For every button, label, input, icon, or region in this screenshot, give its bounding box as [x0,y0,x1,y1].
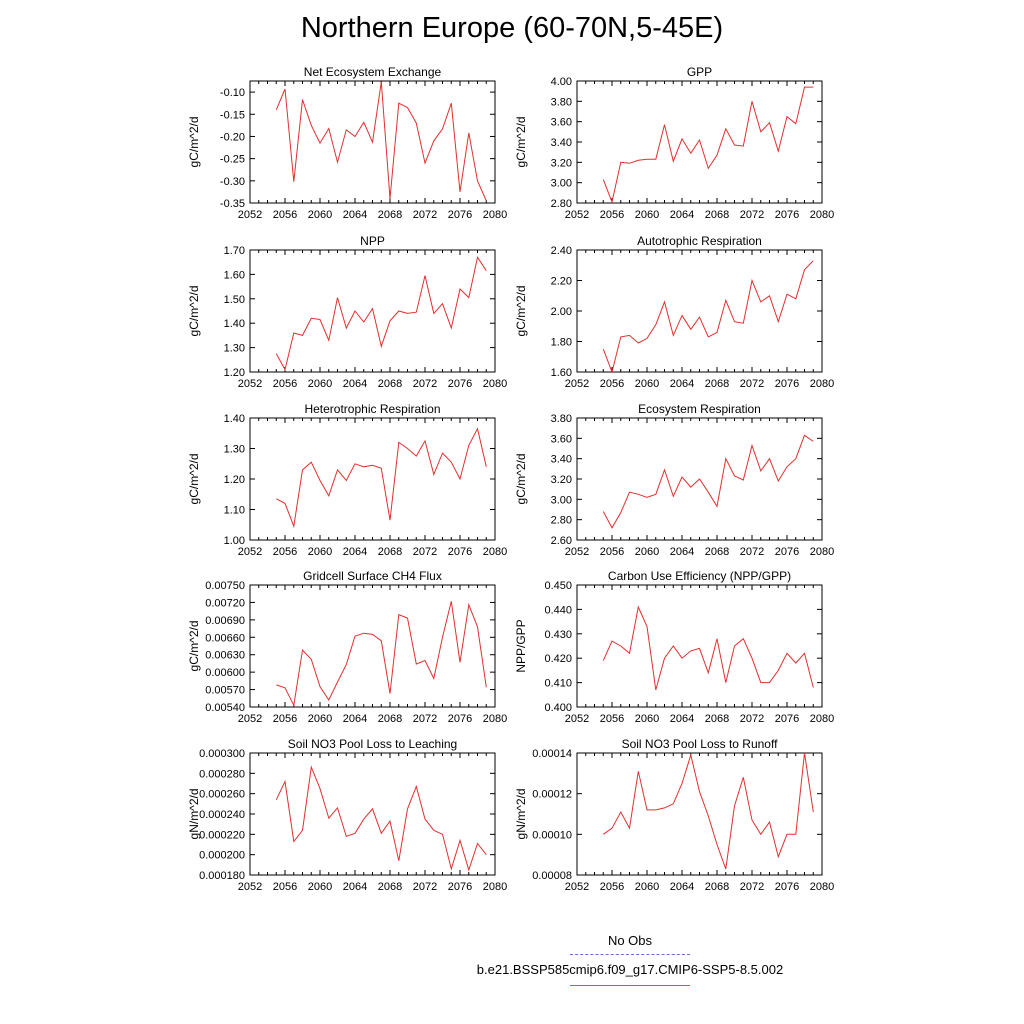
x-tick-label: 2060 [634,378,660,390]
y-tick-label: 0.00010 [532,829,572,842]
x-tick-label: 2072 [739,378,765,390]
y-tick-label: 1.20 [223,367,245,379]
chart-main-title: Northern Europe (60-70N,5-45E) [300,12,724,44]
x-tick-label: 2056 [599,546,625,558]
x-tick-label: 2072 [412,378,438,390]
x-tick-label: 2056 [599,713,625,725]
x-tick-label: 2068 [377,881,403,893]
x-tick-label: 2056 [272,713,298,725]
y-axis-label: gN/m^2/d [187,788,201,840]
x-tick-label: 2064 [669,713,695,725]
x-tick-label: 2072 [412,546,438,558]
y-tick-label: 2.40 [550,245,572,257]
y-tick-label: 1.60 [550,367,572,379]
x-tick-label: 2052 [237,881,263,893]
y-tick-label: 0.00660 [205,632,245,645]
x-tick-label: 2052 [237,209,263,221]
y-tick-label: 0.400 [544,702,572,714]
x-tick-label: 2052 [564,713,590,725]
x-tick-label: 2076 [447,546,473,558]
y-tick-label: 0.00720 [205,597,245,610]
y-tick-label: 0.00600 [205,667,245,680]
plot-frame [250,585,495,707]
x-tick-label: 2072 [412,209,438,221]
x-tick-label: 2064 [342,881,368,893]
y-tick-label: -0.15 [219,109,245,122]
y-tick-label: 0.00750 [205,580,245,592]
x-tick-label: 2064 [669,881,695,893]
x-tick-label: 2080 [482,881,508,893]
y-tick-label: 1.40 [223,318,245,331]
x-tick-label: 2052 [564,546,590,558]
y-tick-label: 3.80 [550,413,572,425]
x-tick-label: 2056 [272,209,298,221]
y-axis-label: gN/m^2/d [514,788,528,840]
x-tick-label: 2080 [809,378,835,390]
y-axis-label: gC/m^2/d [187,620,201,672]
x-tick-label: 2076 [447,881,473,893]
y-tick-label: 2.60 [550,535,572,547]
y-tick-label: 3.60 [550,433,572,446]
series-line [603,261,813,372]
x-tick-label: 2064 [669,209,695,221]
y-tick-label: 3.40 [550,137,572,149]
y-tick-label: 3.60 [550,116,572,129]
y-tick-label: 0.440 [544,604,572,617]
x-tick-label: 2064 [342,546,368,558]
y-tick-label: 1.30 [223,443,245,456]
x-tick-label: 2056 [272,881,298,893]
y-axis-label: gC/m^2/d [514,453,528,505]
y-tick-label: 0.000200 [199,849,245,862]
y-tick-label: 0.00540 [205,702,245,714]
y-tick-label: 1.50 [223,293,245,306]
x-tick-label: 2056 [599,378,625,390]
plot-title: GPP [686,65,713,79]
y-tick-label: 0.420 [544,653,572,666]
x-tick-label: 2068 [377,713,403,725]
x-tick-label: 2052 [237,546,263,558]
series-line [603,753,813,869]
x-tick-label: 2060 [307,378,333,390]
x-tick-label: 2068 [704,881,730,893]
y-tick-label: 0.00690 [205,614,245,627]
y-tick-label: 2.00 [550,306,572,318]
x-tick-label: 2080 [482,546,508,558]
y-axis-label: NPP/GPP [514,619,528,673]
x-tick-label: 2068 [704,713,730,725]
y-tick-label: 3.20 [550,474,572,486]
y-tick-label: 3.80 [550,96,572,109]
plot-frame [577,250,822,372]
x-tick-label: 2080 [809,546,835,558]
plot-title: Ecosystem Respiration [638,402,761,416]
plot-title: Gridcell Surface CH4 Flux [303,569,442,583]
y-tick-label: 0.00570 [205,684,245,697]
y-tick-label: 0.00012 [532,788,572,801]
x-tick-label: 2064 [342,378,368,390]
series-line [276,257,486,369]
plot-frame [250,250,495,372]
x-tick-label: 2056 [599,881,625,893]
plot-title: Heterotrophic Respiration [304,402,441,416]
x-tick-label: 2076 [447,378,473,390]
x-tick-label: 2080 [482,378,508,390]
x-tick-label: 2064 [669,378,695,390]
y-tick-label: -0.10 [219,87,245,100]
y-tick-label: 3.00 [550,177,572,190]
x-tick-label: 2080 [809,209,835,221]
x-tick-label: 2068 [704,378,730,390]
legend-run-label: b.e21.BSSP585cmip6.f09_g17.CMIP6-SSP5-8.5.002 [476,962,784,977]
x-tick-label: 2068 [704,546,730,558]
plot-frame [250,418,495,540]
x-tick-label: 2076 [774,378,800,390]
plot-title: Autotrophic Respiration [637,234,762,248]
y-axis-label: gC/m^2/d [514,285,528,337]
x-tick-label: 2068 [377,209,403,221]
x-tick-label: 2060 [634,546,660,558]
x-tick-label: 2064 [342,209,368,221]
y-tick-label: -0.30 [219,175,245,188]
y-tick-label: 0.000260 [199,788,245,801]
x-tick-label: 2064 [669,546,695,558]
x-tick-label: 2064 [342,713,368,725]
y-tick-label: 2.20 [550,275,572,288]
x-tick-label: 2072 [412,881,438,893]
x-tick-label: 2072 [739,713,765,725]
x-tick-label: 2060 [307,546,333,558]
y-tick-label: 0.00630 [205,649,245,662]
y-tick-label: 1.10 [223,504,245,517]
x-tick-label: 2072 [739,881,765,893]
y-tick-label: 1.40 [223,413,245,425]
x-tick-label: 2076 [774,209,800,221]
y-tick-label: 1.20 [223,474,245,486]
y-axis-label: gC/m^2/d [187,285,201,337]
x-tick-label: 2068 [377,378,403,390]
series-line [276,429,486,527]
x-tick-label: 2080 [809,713,835,725]
y-tick-label: 0.000220 [199,829,245,842]
y-tick-label: 3.40 [550,453,572,466]
x-tick-label: 2076 [447,713,473,725]
plot-title: Soil NO3 Pool Loss to Runoff [621,737,778,751]
plot-title: Carbon Use Efficiency (NPP/GPP) [607,569,792,583]
legend-obs-line [570,954,690,955]
y-tick-label: 0.00014 [532,748,572,760]
y-tick-label: 3.20 [550,157,572,170]
plot-title: NPP [360,234,385,248]
x-tick-label: 2072 [412,713,438,725]
y-tick-label: 2.80 [550,198,572,210]
y-tick-label: 1.60 [223,269,245,282]
x-tick-label: 2060 [307,209,333,221]
y-tick-label: 1.30 [223,342,245,355]
legend-run-line [570,985,690,986]
x-tick-label: 2056 [599,209,625,221]
x-tick-label: 2056 [272,378,298,390]
plot-frame [250,753,495,875]
legend-obs-label: No Obs [607,933,653,948]
x-tick-label: 2076 [774,546,800,558]
y-tick-label: 0.00008 [532,870,572,882]
y-tick-label: 3.00 [550,494,572,507]
y-tick-label: 4.00 [550,76,572,88]
y-tick-label: 0.450 [544,580,572,592]
series-line [276,82,486,201]
x-tick-label: 2060 [307,713,333,725]
y-axis-label: gC/m^2/d [514,116,528,168]
x-tick-label: 2052 [237,713,263,725]
x-tick-label: 2052 [564,209,590,221]
y-tick-label: 1.70 [223,245,245,257]
y-tick-label: -0.25 [219,153,245,166]
x-tick-label: 2080 [482,209,508,221]
x-tick-label: 2060 [307,881,333,893]
plot-title: Net Ecosystem Exchange [303,65,442,79]
y-tick-label: 1.00 [223,535,245,547]
series-line [603,607,813,690]
x-tick-label: 2076 [774,713,800,725]
x-tick-label: 2052 [564,378,590,390]
series-line [603,87,813,202]
y-tick-label: 2.80 [550,514,572,527]
x-tick-label: 2072 [739,546,765,558]
y-tick-label: 0.430 [544,628,572,641]
x-tick-label: 2080 [809,881,835,893]
x-tick-label: 2072 [739,209,765,221]
series-line [276,601,486,705]
plot-title: Soil NO3 Pool Loss to Leaching [287,737,458,751]
x-tick-label: 2060 [634,713,660,725]
x-tick-label: 2060 [634,209,660,221]
plot-frame [577,81,822,203]
x-tick-label: 2080 [482,713,508,725]
x-tick-label: 2068 [704,209,730,221]
y-tick-label: 0.000280 [199,768,245,781]
y-tick-label: -0.35 [219,198,245,210]
series-line [603,435,813,528]
y-tick-label: 0.000180 [199,870,245,882]
y-axis-label: gC/m^2/d [187,453,201,505]
x-tick-label: 2052 [564,881,590,893]
y-tick-label: 0.410 [544,677,572,690]
x-tick-label: 2076 [447,209,473,221]
series-line [276,767,486,870]
y-tick-label: 0.000300 [199,748,245,760]
y-axis-label: gC/m^2/d [187,116,201,168]
y-tick-label: -0.20 [219,131,245,144]
x-tick-label: 2052 [237,378,263,390]
x-tick-label: 2076 [774,881,800,893]
plot-frame [577,753,822,875]
plot-frame [577,585,822,707]
y-tick-label: 0.000240 [199,809,245,821]
x-tick-label: 2056 [272,546,298,558]
x-tick-label: 2068 [377,546,403,558]
y-tick-label: 1.80 [550,336,572,349]
x-tick-label: 2060 [634,881,660,893]
